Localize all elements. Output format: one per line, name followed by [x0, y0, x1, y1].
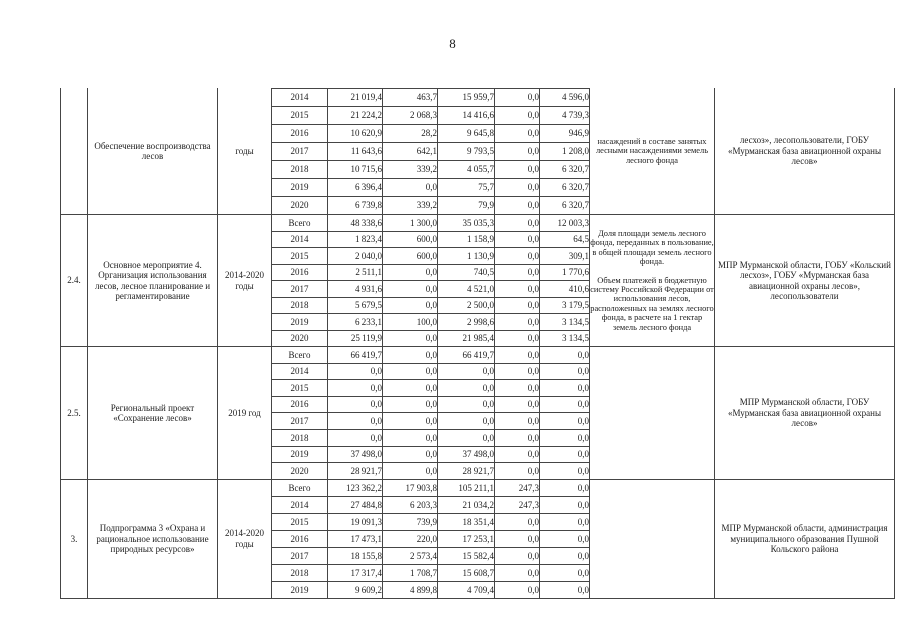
- value-cell: 14 416,6: [438, 107, 495, 125]
- program-name-cell: Основное мероприятие 4. Организация использования лесов, лесное планирование и регламентирование: [88, 215, 218, 347]
- program-name-cell: Обеспечение воспроизводства лесов: [88, 88, 218, 215]
- value-cell: 17 253,1: [438, 531, 495, 548]
- value-cell: 0,0: [383, 413, 438, 430]
- value-cell: 463,7: [383, 88, 438, 107]
- row-num-cell: [60, 88, 88, 215]
- year-cell: 2015: [272, 380, 328, 397]
- value-cell: 410,6: [540, 281, 590, 298]
- value-cell: 0,0: [383, 179, 438, 197]
- value-cell: 3 134,5: [540, 331, 590, 348]
- year-cell: 2014: [272, 497, 328, 514]
- value-cell: 4 709,4: [438, 582, 495, 599]
- value-cell: 0,0: [438, 413, 495, 430]
- program-name-cell: Подпрограмма 3 «Охрана и рациональное использование природных ресурсов»: [88, 480, 218, 599]
- value-cell: 0,0: [383, 265, 438, 282]
- page-number: 8: [449, 36, 456, 51]
- indicator-paragraph: Доля площади земель лесного фонда, переданных в пользование, в общей площади земель лесного фонда.: [590, 228, 714, 267]
- year-cell: 2015: [272, 107, 328, 125]
- value-cell: 0,0: [495, 531, 540, 548]
- value-cell: 28 921,7: [438, 463, 495, 480]
- year-cell: 2015: [272, 514, 328, 531]
- value-cell: 9 645,8: [438, 125, 495, 143]
- value-cell: 105 211,1: [438, 480, 495, 497]
- value-cell: 0,0: [495, 413, 540, 430]
- value-cell: 0,0: [495, 197, 540, 215]
- value-cell: 600,0: [383, 248, 438, 265]
- value-cell: 2 573,4: [383, 548, 438, 565]
- value-cell: 247,3: [495, 497, 540, 514]
- value-cell: 0,0: [495, 265, 540, 282]
- value-cell: 66 419,7: [328, 347, 383, 364]
- value-cell: 0,0: [495, 430, 540, 447]
- value-cell: 600,0: [383, 232, 438, 249]
- value-cell: 15 608,7: [438, 565, 495, 582]
- executors-cell: МПР Мурманской области, ГОБУ «Мурманская база авиационной охраны лесов»: [715, 347, 895, 480]
- indicator-cell: [590, 347, 715, 480]
- value-cell: 339,2: [383, 197, 438, 215]
- value-cell: 0,0: [495, 88, 540, 107]
- year-cell: 2018: [272, 298, 328, 315]
- value-cell: 0,0: [495, 447, 540, 464]
- value-cell: 21 019,4: [328, 88, 383, 107]
- value-cell: 0,0: [328, 430, 383, 447]
- value-cell: 0,0: [495, 548, 540, 565]
- value-cell: 0,0: [540, 548, 590, 565]
- table-row: [60, 347, 895, 364]
- value-cell: 6 233,1: [328, 314, 383, 331]
- value-cell: 10 620,9: [328, 125, 383, 143]
- year-cell: Всего: [272, 480, 328, 497]
- year-cell: 2017: [272, 143, 328, 161]
- value-cell: 1 708,7: [383, 565, 438, 582]
- indicator-paragraph: Объем платежей в бюджетную систему Российской Федерации от использования лесов, расположенных на землях лесного фонда, в расчете на 1 гектар земель лесного фонда: [590, 275, 714, 332]
- value-cell: 9 609,2: [328, 582, 383, 599]
- value-cell: 6 320,7: [540, 161, 590, 179]
- year-cell: 2016: [272, 125, 328, 143]
- year-cell: 2017: [272, 281, 328, 298]
- value-cell: 21 034,2: [438, 497, 495, 514]
- value-cell: 0,0: [540, 480, 590, 497]
- year-cell: 2016: [272, 265, 328, 282]
- value-cell: 2 068,3: [383, 107, 438, 125]
- value-cell: 37 498,0: [438, 447, 495, 464]
- year-cell: 2018: [272, 565, 328, 582]
- value-cell: 4 899,8: [383, 582, 438, 599]
- indicator-paragraph: насаждений в составе занятых лесными насаждениями земель лесного фонда: [595, 136, 709, 165]
- value-cell: 0,0: [383, 347, 438, 364]
- period-cell: 2014-2020 годы: [218, 215, 272, 347]
- value-cell: 309,1: [540, 248, 590, 265]
- value-cell: 0,0: [495, 281, 540, 298]
- executors-cell: МПР Мурманской области, администрация муниципального образования Пушной Кольского района: [715, 480, 895, 599]
- value-cell: 0,0: [495, 125, 540, 143]
- value-cell: 0,0: [540, 463, 590, 480]
- value-cell: 6 739,8: [328, 197, 383, 215]
- value-cell: 0,0: [540, 430, 590, 447]
- value-cell: 1 300,0: [383, 215, 438, 232]
- value-cell: 0,0: [438, 430, 495, 447]
- executors-cell: лесхоз», лесопользователи, ГОБУ «Мурманская база авиационной охраны лесов»: [715, 88, 895, 215]
- value-cell: 79,9: [438, 197, 495, 215]
- year-cell: 2019: [272, 179, 328, 197]
- value-cell: 3 179,5: [540, 298, 590, 315]
- value-cell: 2 040,0: [328, 248, 383, 265]
- value-cell: 2 511,1: [328, 265, 383, 282]
- period-cell: 2019 год: [218, 347, 272, 480]
- indicator-cell: [590, 215, 715, 347]
- value-cell: 0,0: [328, 364, 383, 381]
- value-cell: 4 521,0: [438, 281, 495, 298]
- value-cell: 0,0: [495, 179, 540, 197]
- value-cell: 0,0: [328, 397, 383, 414]
- value-cell: 5 679,5: [328, 298, 383, 315]
- value-cell: 0,0: [383, 463, 438, 480]
- value-cell: 0,0: [495, 347, 540, 364]
- year-cell: 2017: [272, 548, 328, 565]
- value-cell: 1 130,9: [438, 248, 495, 265]
- value-cell: 4 596,0: [540, 88, 590, 107]
- value-cell: 28 921,7: [328, 463, 383, 480]
- value-cell: 4 055,7: [438, 161, 495, 179]
- value-cell: 0,0: [438, 364, 495, 381]
- year-cell: 2018: [272, 161, 328, 179]
- value-cell: 247,3: [495, 480, 540, 497]
- value-cell: 0,0: [383, 281, 438, 298]
- value-cell: 642,1: [383, 143, 438, 161]
- value-cell: 37 498,0: [328, 447, 383, 464]
- value-cell: 1 158,9: [438, 232, 495, 249]
- value-cell: 123 362,2: [328, 480, 383, 497]
- value-cell: 25 119,9: [328, 331, 383, 348]
- value-cell: 0,0: [495, 397, 540, 414]
- value-cell: 0,0: [540, 347, 590, 364]
- indicator-cell: [590, 480, 715, 599]
- value-cell: 1 770,6: [540, 265, 590, 282]
- indicator-cell: [590, 88, 715, 215]
- value-cell: 739,9: [383, 514, 438, 531]
- value-cell: 0,0: [438, 380, 495, 397]
- row-num-cell: 2.5.: [60, 347, 88, 480]
- value-cell: 0,0: [540, 565, 590, 582]
- program-budget-table: [60, 88, 895, 599]
- value-cell: 17 317,4: [328, 565, 383, 582]
- value-cell: 28,2: [383, 125, 438, 143]
- value-cell: 0,0: [495, 298, 540, 315]
- value-cell: 21 224,2: [328, 107, 383, 125]
- value-cell: 21 985,4: [438, 331, 495, 348]
- value-cell: 0,0: [540, 397, 590, 414]
- year-cell: 2020: [272, 197, 328, 215]
- value-cell: 220,0: [383, 531, 438, 548]
- value-cell: 6 396,4: [328, 179, 383, 197]
- value-cell: 0,0: [383, 430, 438, 447]
- value-cell: 4 931,6: [328, 281, 383, 298]
- value-cell: 0,0: [540, 497, 590, 514]
- value-cell: 0,0: [383, 447, 438, 464]
- value-cell: 75,7: [438, 179, 495, 197]
- value-cell: 0,0: [540, 531, 590, 548]
- value-cell: 1 208,0: [540, 143, 590, 161]
- value-cell: 0,0: [495, 232, 540, 249]
- value-cell: 6 203,3: [383, 497, 438, 514]
- value-cell: 12 003,3: [540, 215, 590, 232]
- value-cell: 0,0: [328, 413, 383, 430]
- value-cell: 66 419,7: [438, 347, 495, 364]
- value-cell: 3 134,5: [540, 314, 590, 331]
- value-cell: 0,0: [495, 161, 540, 179]
- value-cell: 0,0: [495, 364, 540, 381]
- value-cell: 15 959,7: [438, 88, 495, 107]
- year-cell: Всего: [272, 215, 328, 232]
- value-cell: 0,0: [383, 380, 438, 397]
- period-cell: 2014-2020 годы: [218, 480, 272, 599]
- value-cell: 740,5: [438, 265, 495, 282]
- value-cell: 0,0: [540, 380, 590, 397]
- value-cell: 17 903,8: [383, 480, 438, 497]
- year-cell: 2019: [272, 447, 328, 464]
- value-cell: 2 998,6: [438, 314, 495, 331]
- year-cell: 2020: [272, 463, 328, 480]
- value-cell: 0,0: [540, 514, 590, 531]
- table-row: [60, 480, 895, 497]
- year-cell: 2016: [272, 531, 328, 548]
- value-cell: 18 351,4: [438, 514, 495, 531]
- value-cell: 0,0: [495, 514, 540, 531]
- executors-cell: МПР Мурманской области, ГОБУ «Кольский лесхоз», ГОБУ «Мурманская база авиационной охраны лесов», лесопользователи: [715, 215, 895, 347]
- value-cell: 0,0: [495, 143, 540, 161]
- value-cell: 2 500,0: [438, 298, 495, 315]
- value-cell: 946,9: [540, 125, 590, 143]
- value-cell: 0,0: [540, 582, 590, 599]
- value-cell: 0,0: [495, 331, 540, 348]
- value-cell: 0,0: [495, 314, 540, 331]
- table-row: [60, 88, 895, 107]
- value-cell: 27 484,8: [328, 497, 383, 514]
- value-cell: 0,0: [495, 215, 540, 232]
- year-cell: 2015: [272, 248, 328, 265]
- value-cell: 0,0: [540, 447, 590, 464]
- value-cell: 0,0: [383, 397, 438, 414]
- value-cell: 339,2: [383, 161, 438, 179]
- value-cell: 0,0: [495, 380, 540, 397]
- value-cell: 18 155,8: [328, 548, 383, 565]
- value-cell: 0,0: [540, 364, 590, 381]
- value-cell: 0,0: [495, 248, 540, 265]
- value-cell: 0,0: [383, 331, 438, 348]
- row-num-cell: 2.4.: [60, 215, 88, 347]
- year-cell: 2019: [272, 314, 328, 331]
- value-cell: 0,0: [383, 298, 438, 315]
- year-cell: 2014: [272, 232, 328, 249]
- value-cell: 35 035,3: [438, 215, 495, 232]
- value-cell: 0,0: [495, 565, 540, 582]
- value-cell: 0,0: [495, 107, 540, 125]
- value-cell: 64,5: [540, 232, 590, 249]
- year-cell: 2020: [272, 331, 328, 348]
- period-cell: годы: [218, 88, 272, 215]
- year-cell: 2019: [272, 582, 328, 599]
- value-cell: 4 739,3: [540, 107, 590, 125]
- value-cell: 11 643,6: [328, 143, 383, 161]
- value-cell: 48 338,6: [328, 215, 383, 232]
- value-cell: 10 715,6: [328, 161, 383, 179]
- value-cell: 15 582,4: [438, 548, 495, 565]
- value-cell: 17 473,1: [328, 531, 383, 548]
- value-cell: 9 793,5: [438, 143, 495, 161]
- year-cell: 2014: [272, 364, 328, 381]
- value-cell: 1 823,4: [328, 232, 383, 249]
- value-cell: 6 320,7: [540, 179, 590, 197]
- value-cell: 0,0: [328, 380, 383, 397]
- table-row: [60, 215, 895, 232]
- program-name-cell: Региональный проект «Сохранение лесов»: [88, 347, 218, 480]
- value-cell: 100,0: [383, 314, 438, 331]
- value-cell: 0,0: [495, 582, 540, 599]
- year-cell: 2016: [272, 397, 328, 414]
- value-cell: 0,0: [540, 413, 590, 430]
- year-cell: 2018: [272, 430, 328, 447]
- value-cell: 0,0: [383, 364, 438, 381]
- value-cell: 6 320,7: [540, 197, 590, 215]
- year-cell: 2017: [272, 413, 328, 430]
- value-cell: 19 091,3: [328, 514, 383, 531]
- year-cell: 2014: [272, 88, 328, 107]
- value-cell: 0,0: [438, 397, 495, 414]
- year-cell: Всего: [272, 347, 328, 364]
- row-num-cell: 3.: [60, 480, 88, 599]
- value-cell: 0,0: [495, 463, 540, 480]
